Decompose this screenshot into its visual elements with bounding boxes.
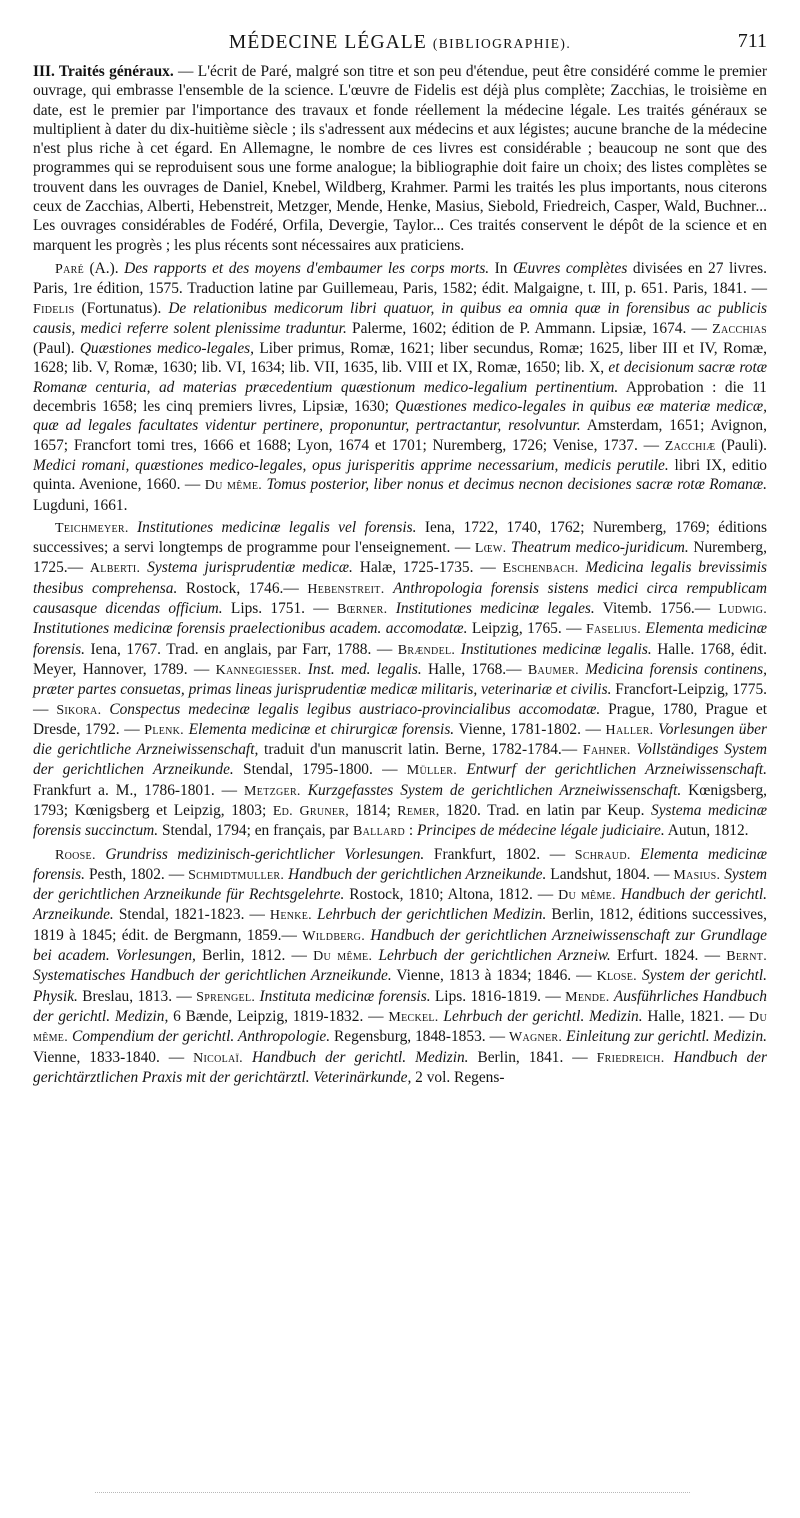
citation-text: Liber primus, Romæ, 1621; liber secundus, Romæ; 1625, liber III et IV, Romæ, 1628; lib. V, Romæ, 1630; lib. VI, 1634; lib. VII, 1635, lib. VIII et IX, Romæ, 1650; lib. X, (33, 340, 768, 377)
citation-text: Approbation : die 11 decembris 1658; les cinq premiers livres, Lipsiæ, 1630; (33, 378, 767, 416)
author-name: Bernt. (726, 949, 767, 965)
author-name: Hebenstreit. (307, 581, 385, 597)
citation-text: Lips. 1751. — (222, 600, 337, 618)
citation-text: Lips. 1816-1819. — (430, 987, 566, 1005)
citation-text: Rostock, 1810; Altona, 1812. — (344, 886, 559, 904)
citation-text: Pesth, 1802. — (85, 865, 189, 883)
citation-text: Breslau, 1813. — (77, 987, 197, 1005)
citation-text: Leipzig, 1765. — (467, 620, 586, 638)
bottom-bleed-line (95, 1492, 690, 1493)
work-title: Lehrbuch der gerichtlichen Arzneiw. (378, 947, 611, 965)
work-title: Medicina legalis brevissimis thesibus comprehensa. (33, 559, 767, 597)
work-title: Systema jurisprudentiæ medicæ. (147, 559, 353, 577)
citation-text: Palerme, 1602; édition de P. Ammann. Lipsiæ, 1674. — (346, 319, 713, 337)
author-name: Fahner. (582, 743, 631, 759)
citation-text: (Paul). (33, 340, 80, 358)
citation-text (96, 846, 106, 863)
citation-text: divisées en 27 livres. Paris, 1re édition, 1575. Traduction latine par Guillemeau, Paris, 1582; édit. Malgaigne, t. III, p. 651. Paris, 1841. — (33, 259, 767, 298)
citation-text: Halle. 1768, édit. Meyer, Hannover, 1789. — (33, 640, 767, 678)
work-title: Elementa medicinæ forensis. (33, 845, 767, 883)
author-name: Masius. (673, 867, 721, 883)
citation-text: Berlin, 1812, éditions successives, 1819 à 1845; édit. de Bergmann, 1859.— (33, 906, 767, 944)
author-name: Roose. (55, 847, 96, 863)
work-title: Lehrbuch der gerichtlichen Medizin. (317, 906, 547, 924)
author-name: Bœrner. (336, 602, 388, 618)
section-heading: III. Traités généraux. (33, 63, 174, 80)
citation-text: Halle, 1768.— (421, 660, 528, 678)
work-title: Systematisches Handbuch der gerichtlichen Arzneikunde. (33, 967, 392, 985)
work-title: Grundriss medizinisch-gerichtlicher Vorlesungen. (105, 845, 425, 863)
work-title: System der gerichtl. Physik. (33, 967, 767, 1005)
work-title: Elementa medicinæ et chirurgicæ forensis. (188, 720, 455, 738)
citation-text: Halæ, 1725-1735. — (352, 559, 503, 577)
citation-text: Iena, 1767. Trad. en anglais, par Farr, 1788. — (85, 640, 398, 658)
work-title: Compendium der gerichtl. Anthropologie. (71, 1028, 331, 1046)
author-name: Du même. (558, 888, 616, 904)
citation-text: Prague, 1780, Prague et Dresde, 1792. — (33, 700, 768, 738)
author-name: Eschenbach. (502, 561, 579, 577)
work-title: Anthropologia forensis sistens medici circa rempublicam causasque dicendas officium. (33, 579, 767, 618)
work-title: Handbuch der gerichtärztlichen Praxis mit der gerichtärztl. Veterinärkunde, (33, 1048, 768, 1086)
citation-text: Nuremberg, 1725.— (33, 539, 767, 577)
work-title: Kurzgefasstes System de gerichtlichen Arzneiwissenschaft. (307, 781, 682, 799)
citation-text: Vienne, 1833-1840. — (33, 1048, 194, 1066)
author-name: Du même. (33, 1009, 767, 1046)
work-title: Institutiones medicinæ forensis praelectionibus academ. accomodatæ. (33, 620, 468, 638)
citation-text: Stendal, 1795-1800. — (233, 761, 407, 779)
citation-text: Autun, 1812. (664, 822, 749, 840)
bibliography-paragraph-1 (33, 259, 767, 515)
author-name: Müller. (406, 763, 458, 779)
author-name: Zacchias (712, 321, 767, 337)
author-name: Mende. (565, 989, 610, 1005)
document-page (33, 28, 767, 1090)
author-name: Kannegiesser. (215, 662, 302, 678)
work-title: Handbuch der gerichtl. Arzneikunde. (33, 886, 767, 924)
citation-text (457, 761, 466, 778)
work-title: Elementa medicinæ forensis. (33, 620, 768, 658)
section-intro-text: — L'écrit de Paré, malgré son titre et son peu d'étendue, peut être considéré comme le premier ouvrage, qui embrasse l'ensemble de la science. L'œuvre de Fidelis est déjà plus complète; Zacchias, le troisième en date, est le premier par l'importance des travaux et fonde réellement la médecine légale. Les traités généraux se multiplient à dater du dix-huitième siècle ; ils s'adressent aux médecins et aux légistes; aucune branche de la médecine n'est plus riche à cet égard. En Allemagne, le nombre de ces livres est considérable ; beaucoup ne sont que des programmes qui se reproduisent sous une forme analogue; la bibliographie doit faire un choix; des listes complètes se trouvent dans les ouvrages de Daniel, Knebel, Wildberg, Krahmer. Parmi les traités les plus importants, nous citerons ceux de Zacchias, Alberti, Hebenstreit, Metzger, Mende, Henke, Masius, Siebold, Friedreich, Casper, Wald, Buchner... Les ouvrages considérables de Fodéré, Orfila, Devergie, Taylor... Ces traités conservent le dépôt de la science et en marquent les progrès ; les plus récents sont nécessaires aux praticiens. (33, 63, 768, 254)
citation-text (631, 846, 641, 863)
work-title: Theatrum medico-juridicum. (511, 539, 689, 557)
author-name: Henke. (269, 908, 312, 924)
running-head-sub: (BIBLIOGRAPHIE). (432, 36, 572, 51)
citation-text: Iena, 1722, 1740, 1762; Nuremberg, 1769; éditions successives; a servi longtemps de programme pour l'enseignement. — (33, 518, 767, 557)
author-name: Ballard (353, 824, 405, 840)
work-title: Institutiones medicinæ legalis vel forensis. (137, 518, 417, 536)
work-title: Inst. med. legalis. (307, 660, 422, 678)
work-title: Institutiones medicinæ legalis. (460, 640, 652, 658)
work-title: Vollständiges System der gerichtlichen Arzneikunde. (33, 741, 767, 779)
author-name: Teichmeyer. (55, 520, 129, 536)
citation-text (301, 782, 308, 799)
citation-text (387, 600, 395, 617)
author-name: Du même. (204, 478, 263, 494)
citation-text: 1814; (349, 801, 398, 819)
citation-text: Vitemb. 1756.— (594, 600, 719, 618)
citation-text: Halle, 1821. — (642, 1007, 750, 1025)
citation-text: Stendal, 1794; en français, par (158, 822, 353, 840)
page-number: 711 (737, 30, 767, 52)
citation-text: Regensburg, 1848-1853. — (330, 1028, 509, 1046)
citation-text: Stendal, 1821-1823. — (113, 906, 270, 924)
author-name: Haller. (605, 722, 654, 738)
citation-text: Rostock, 1746.— (177, 579, 308, 597)
citation-text: Erfurt. 1824. — (610, 947, 727, 965)
author-name: Zacchiæ (664, 438, 716, 454)
citation-text: In (489, 259, 514, 277)
author-name: Sikora. (56, 702, 102, 718)
citation-text: Lugduni, 1661. (33, 496, 128, 514)
author-name: Klose. (596, 969, 637, 985)
work-title: Tomus posterior, liber nonus et decimus necnon decisiones sacræ rotæ Romanæ. (266, 476, 767, 494)
author-name: Meckel. (388, 1009, 439, 1025)
work-title: Instituta medicinæ forensis. (259, 987, 431, 1005)
work-title: Medici romani, quæstiones medico-legales, opus jurisperitis apprime necessarium, medicis perutile. (33, 456, 669, 474)
work-title: Œuvres complètes (513, 259, 628, 277)
citation-text: Vienne, 1781-1802. — (454, 720, 606, 738)
work-title: Des rapports et des moyens d'embaumer les corps morts. (124, 259, 490, 277)
work-title: et decisionum sacræ rotæ Romanæ centuria, ad materias præcedentium quæstionum medico-legalium pertinentium. (33, 359, 767, 396)
work-title: Handbuch der gerichtl. Medizin. (251, 1048, 469, 1066)
citation-text (129, 519, 137, 536)
citation-text: Berlin, 1812. — (195, 947, 314, 965)
work-title: Handbuch der gerichtlichen Arzneikunde. (288, 865, 547, 883)
work-title: Quæstiones medico-legales, (79, 340, 255, 358)
citation-text: (Fortunatus). (74, 299, 169, 317)
author-name: Wagner. (508, 1030, 563, 1046)
citation-text: 2 vol. Regens- (411, 1068, 505, 1086)
author-name: Lœw. (474, 541, 507, 557)
work-title: Quæstiones medico-legales in quibus eæ materiæ medicæ, quæ ad legales facultates videntur pertinere, proponuntur, pertractantur, resolvuntur. (33, 398, 767, 435)
author-name: Faselius. (585, 622, 642, 638)
author-name: Brændel. (397, 642, 456, 658)
bibliography-paragraph-2 (33, 518, 767, 842)
work-title: Handbuch der gerichtlichen Arzneiwissenschaft zur Grundlage bei academ. Vorlesungen, (33, 926, 767, 965)
citation-text: Frankfurt, 1802. — (424, 845, 575, 863)
author-name: Schraud. (574, 847, 631, 863)
author-name: Ludwig. (718, 602, 768, 618)
author-name: Friedreich. (596, 1050, 665, 1066)
author-name: Paré (55, 261, 84, 277)
work-title: Vorlesungen über die gerichtliche Arzneiwissenschaft, (33, 720, 767, 759)
author-name: Metzger. (244, 783, 301, 799)
author-name: Plenk. (144, 722, 184, 738)
author-name: Alberti. (89, 561, 141, 577)
work-title: Einleitung zur gerichtl. Medizin. (566, 1028, 767, 1046)
work-title: Entwurf der gerichtlichen Arzneiwissenschaft. (466, 761, 767, 779)
citation-text: 1820. Trad. en latin par Keup. (439, 801, 652, 819)
work-title: Ausführliches Handbuch der gerichtl. Medizin, (33, 987, 767, 1025)
citation-text: Vienne, 1813 à 1834; 1846. — (391, 967, 597, 985)
citation-text: Berlin, 1841. — (468, 1048, 597, 1066)
bibliography-paragraph-3 (33, 845, 767, 1088)
author-name: Remer, (397, 803, 440, 819)
citation-text: Landshut, 1804. — (546, 865, 674, 883)
citation-text: Kœnigsberg, 1793; Kœnigsberg et Leipzig, 1803; (33, 781, 767, 819)
citation-text: libri IX, editio quinta. Avenione, 1660. — (33, 456, 767, 494)
author-name: Baumer. (527, 662, 579, 678)
work-title: Institutiones medicinæ legales. (395, 600, 595, 618)
section-intro-paragraph (33, 62, 767, 255)
citation-text: traduit d'un manuscrit latin. Berne, 1782-1784.— (258, 741, 583, 759)
work-title: Lehrbuch der gerichtl. Medizin. (443, 1007, 643, 1025)
running-head-main: MÉDECINE LÉGALE (228, 32, 427, 53)
work-title: Medicina forensis continens, præter partes consuetas, primas lineas jurisprudentiæ medicæ militaris, veterinariæ et civilis. (33, 660, 767, 699)
author-name: Wildberg. (302, 928, 365, 944)
work-title: System der gerichtlichen Arzneikunde für Rechtsgelehrte. (33, 865, 767, 904)
citation-text: Amsterdam, 1651; Avignon, 1657; Francfort tomi tres, 1666 et 1688; Lyon, 1674 et 1701; Nuremberg, 1726; Venise, 1737. — (33, 417, 767, 454)
citation-text: (Pauli). (715, 436, 767, 454)
citation-text: Francfort-Leipzig, 1775.— (33, 681, 767, 718)
work-title: De relationibus medicorum libri quatuor, in quibus ea omnia quæ in forensibus ac publicis causis, medici referre solent plenissime traduntur. (33, 299, 767, 337)
running-head (33, 28, 767, 62)
author-name: Ed. Gruner, (272, 803, 350, 819)
author-name: Du même. (313, 949, 373, 965)
running-head-title (33, 32, 767, 54)
citation-text (243, 1049, 252, 1066)
author-name: Nicolaï. (193, 1050, 243, 1066)
citation-text (385, 580, 394, 597)
citation-text: Frankfurt a. M., 1786-1801. — (33, 781, 245, 799)
work-title: Principes de médecine légale judiciaire. (416, 822, 665, 840)
author-name: Sprengel. (196, 989, 256, 1005)
citation-text: 6 Bænde, Leipzig, 1819-1832. — (168, 1007, 389, 1025)
work-title: Systema medicinæ forensis succinctum. (33, 801, 767, 840)
author-name: Schmidtmuller. (188, 867, 285, 883)
citation-text: (A.). (84, 259, 125, 277)
work-title: Conspectus medecinæ legalis legibus austriaco-provincialibus accomodatæ. (109, 700, 601, 718)
author-name: Fidelis (33, 301, 75, 317)
citation-text: : (405, 822, 417, 840)
